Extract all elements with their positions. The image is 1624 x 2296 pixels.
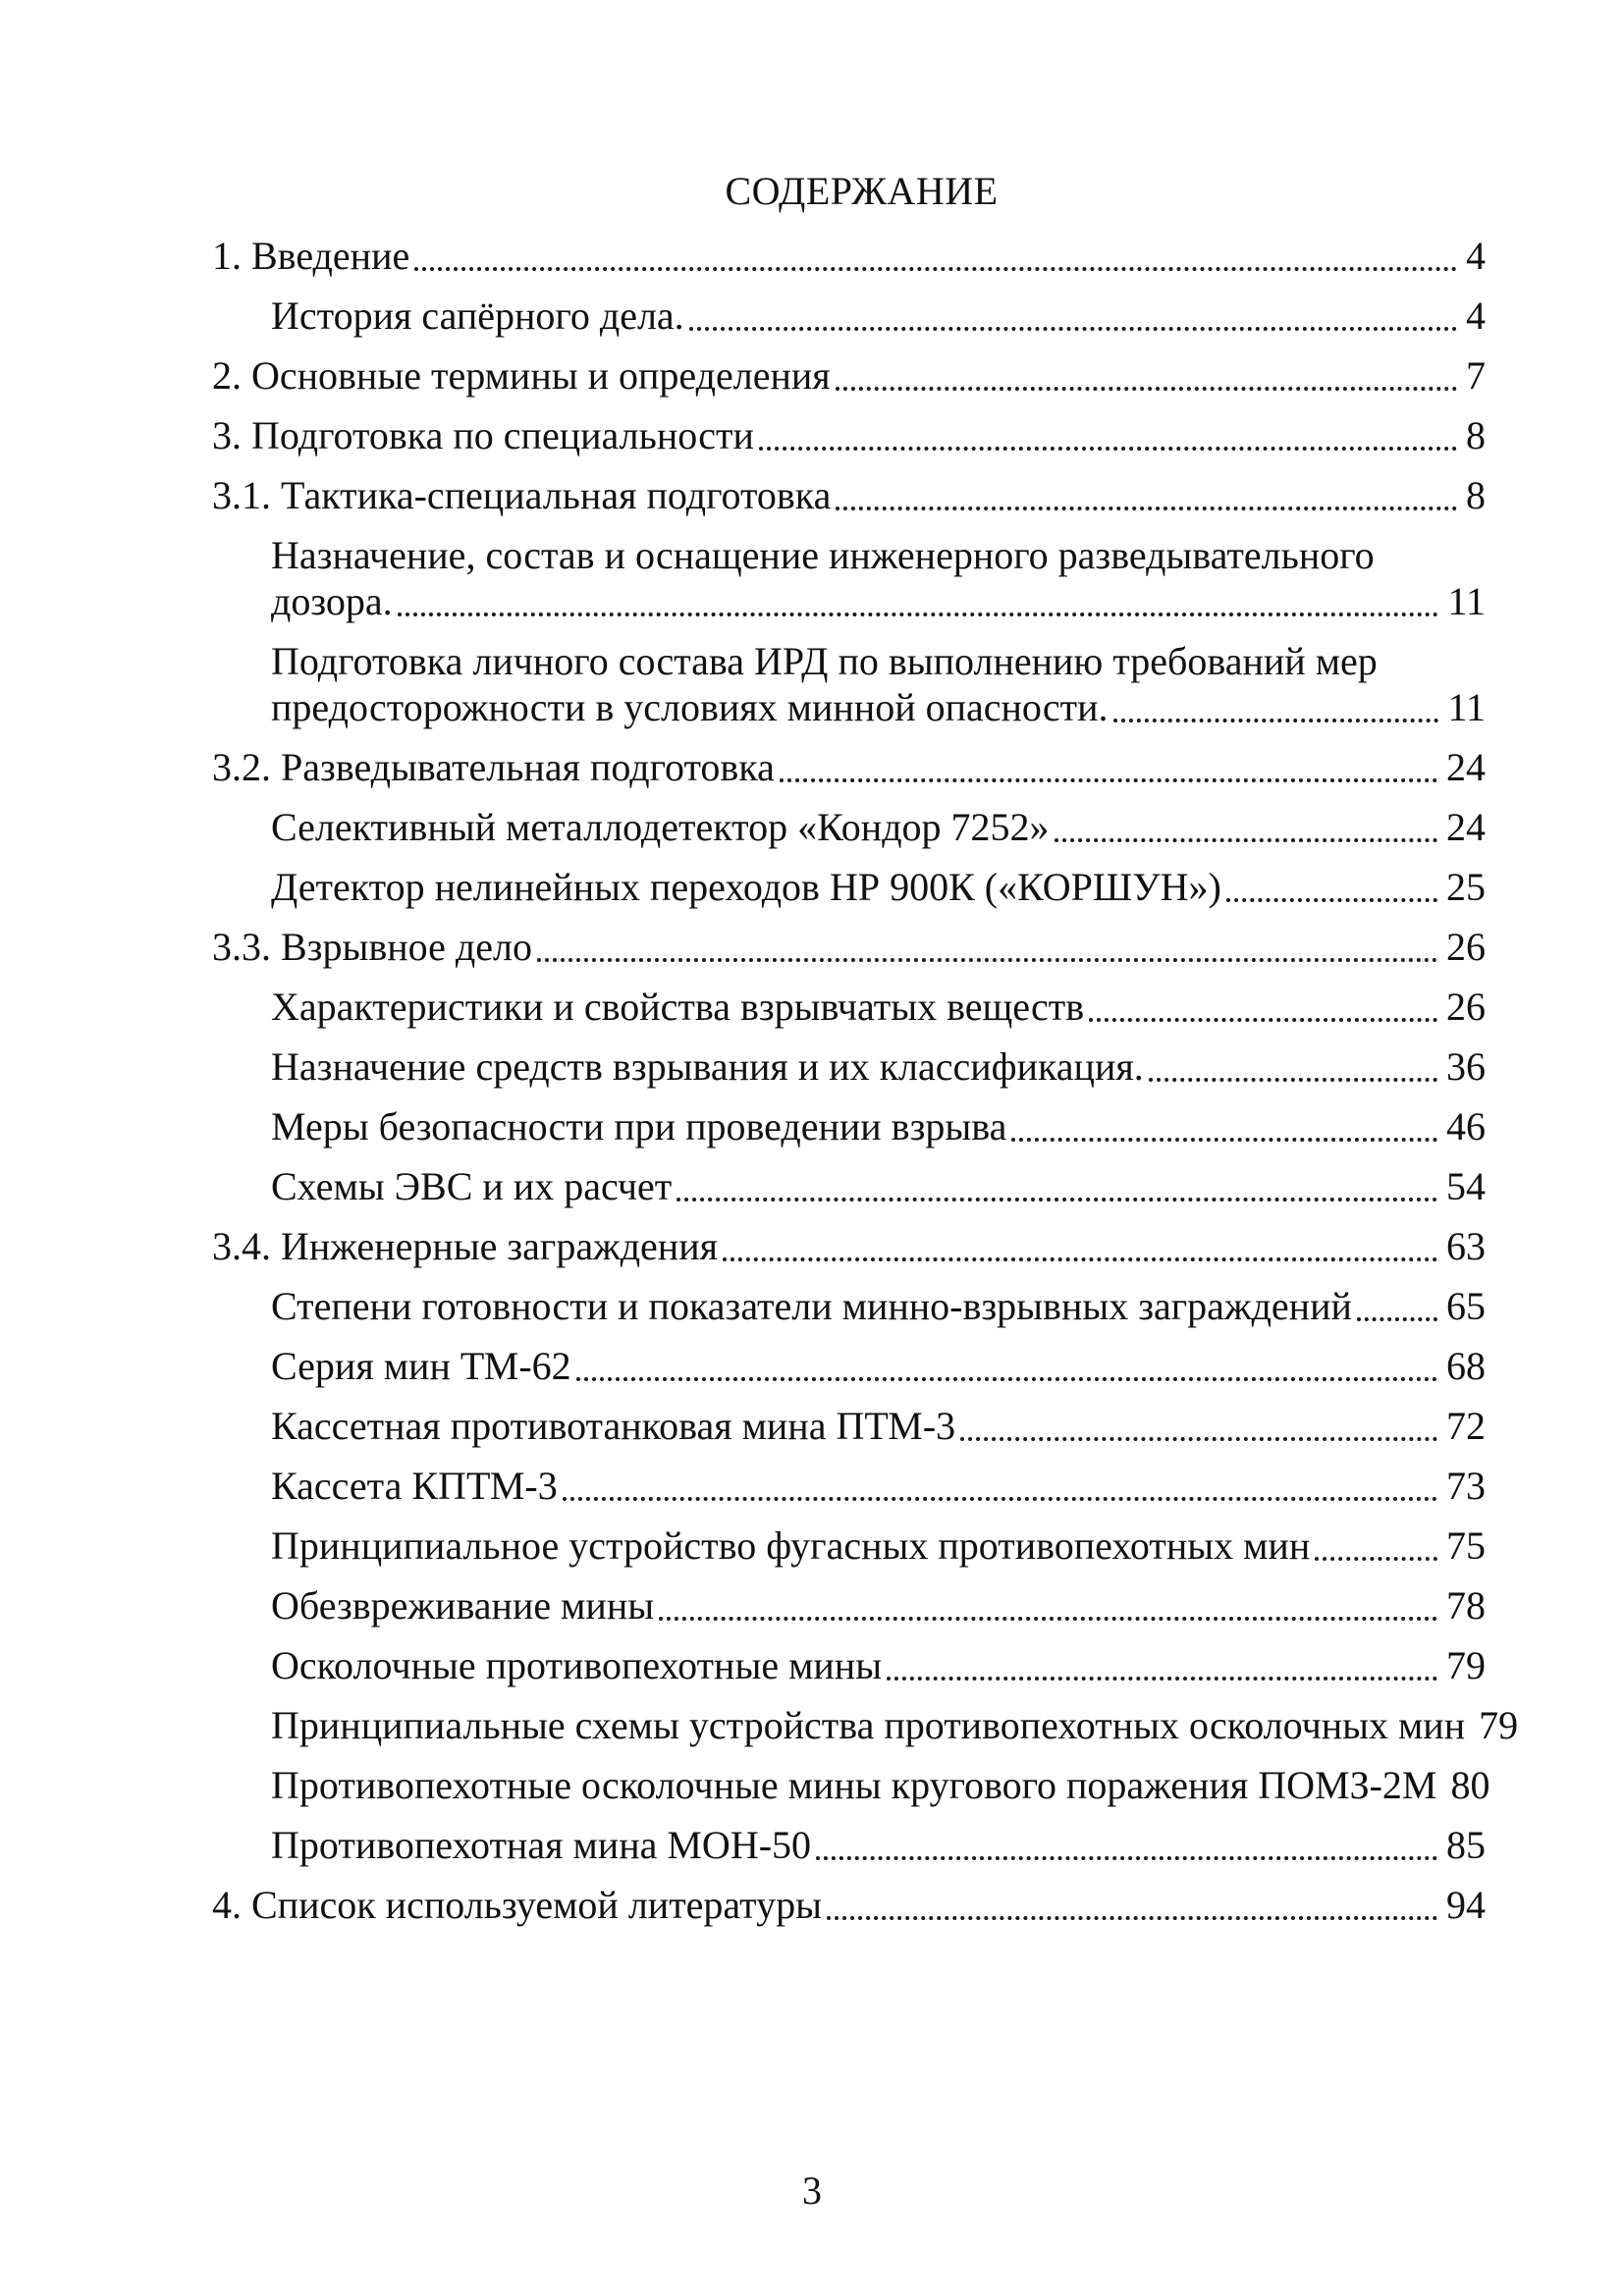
toc-entry <box>212 1642 1486 1688</box>
toc-leader-dots <box>836 387 1457 391</box>
toc-leader-dots <box>1113 719 1439 722</box>
toc-entry-last-line <box>271 1463 1486 1509</box>
toc-entry <box>212 638 1486 730</box>
toc-entry-last-line <box>271 1762 1490 1808</box>
toc-entry-text: 3.1. Тактика-специальная подготовка <box>212 473 832 517</box>
toc-content <box>212 168 1519 1942</box>
toc-entry-text: 3.4. Инженерные заграждения <box>212 1224 719 1268</box>
toc-entry-text: 3.2. Разведывательная подготовка <box>212 745 775 789</box>
toc-entry-last-line <box>271 1343 1486 1389</box>
toc-page-number: 36 <box>1446 1044 1486 1089</box>
toc-entry-last-line <box>212 1882 1486 1928</box>
toc-page-number: 24 <box>1446 805 1486 849</box>
toc-entry-text-line: Подготовка личного состава ИРД по выполнению требований мер <box>271 639 1378 683</box>
toc-entry-last-line <box>271 1403 1486 1449</box>
toc-leader-dots <box>816 1856 1437 1860</box>
toc-entry-text: 4. Список используемой литературы <box>212 1883 822 1927</box>
toc-entry-last-line <box>271 1043 1486 1090</box>
toc-entry-last-line <box>271 1163 1486 1209</box>
toc-leader-dots <box>827 1916 1437 1920</box>
toc-leader-dots <box>1226 898 1437 902</box>
toc-entry-text: 2. Основные термины и определения <box>212 353 831 398</box>
toc-entry <box>212 1762 1490 1808</box>
toc-entry-text: Характеристики и свойства взрывчатых веществ <box>271 985 1085 1029</box>
toc-entry-last-line <box>271 1642 1486 1688</box>
toc-entry-last-line <box>212 233 1486 279</box>
toc-entry-last-line <box>212 744 1486 790</box>
toc-entry <box>212 472 1486 518</box>
toc-entry-wrapped-lines <box>271 532 1486 578</box>
toc-leader-dots <box>677 1198 1437 1201</box>
toc-page-number: 80 <box>1450 1763 1490 1807</box>
toc-entry-text: 3.3. Взрывное дело <box>212 925 532 969</box>
toc-entry <box>212 293 1486 339</box>
toc-leader-dots <box>1011 1138 1437 1142</box>
toc-entry-text: Принципиальное устройство фугасных противопехотных мин <box>271 1523 1311 1568</box>
toc-leader-dots <box>836 507 1457 510</box>
toc-entry-last-line <box>271 1103 1486 1149</box>
toc-entry-last-line <box>212 352 1486 399</box>
toc-entry-text: предосторожности в условиях минной опасности. <box>271 685 1109 729</box>
toc-entry-text: дозора. <box>271 579 393 623</box>
toc-entry-last-line <box>271 864 1486 910</box>
toc-page-number: 63 <box>1446 1224 1486 1268</box>
toc-entry-text: Назначение средств взрывания и их классификация. <box>271 1044 1144 1089</box>
toc-entry-last-line <box>212 924 1486 970</box>
toc-leader-dots <box>780 778 1437 782</box>
toc-page-number: 73 <box>1446 1464 1486 1508</box>
toc-page-number: 68 <box>1446 1344 1486 1388</box>
toc-leader-dots <box>723 1257 1437 1261</box>
toc-page-number: 79 <box>1446 1643 1486 1687</box>
toc-page-number: 25 <box>1446 865 1486 909</box>
toc-entry <box>212 352 1486 399</box>
toc-page-number: 7 <box>1466 353 1486 398</box>
toc-entry-text: Детектор нелинейных переходов НР 900К («КОРШУН») <box>271 865 1221 909</box>
toc-page-number: 85 <box>1446 1823 1486 1867</box>
toc-entry <box>212 1882 1486 1928</box>
toc-page-number: 78 <box>1446 1583 1486 1628</box>
toc-leader-dots <box>689 327 1457 331</box>
toc-entry <box>212 1582 1486 1629</box>
toc-entry-text: Противопехотная мина МОН-50 <box>271 1823 812 1867</box>
toc-entry-text-line: Назначение, состав и оснащение инженерного разведывательного <box>271 533 1375 577</box>
toc-entry <box>212 1163 1486 1209</box>
toc-entry-last-line <box>271 984 1486 1030</box>
toc-leader-dots <box>537 958 1437 962</box>
toc-leader-dots <box>1089 1018 1437 1022</box>
toc-page-number: 72 <box>1446 1404 1486 1448</box>
toc-leader-dots <box>960 1437 1437 1441</box>
toc-page-number: 94 <box>1446 1883 1486 1927</box>
toc-page-number: 26 <box>1446 925 1486 969</box>
toc-entry-last-line <box>271 1522 1486 1569</box>
toc-entry <box>212 1403 1486 1449</box>
toc-page-number: 26 <box>1446 985 1486 1029</box>
page-title: СОДЕРЖАНИЕ <box>725 169 999 213</box>
toc-entry <box>212 1522 1486 1569</box>
toc-list <box>212 233 1519 1928</box>
toc-entry-text: Противопехотные осколочные мины кругового поражения ПОМЗ-2М <box>271 1763 1437 1807</box>
toc-leader-dots <box>759 447 1457 451</box>
toc-leader-dots <box>1149 1078 1437 1082</box>
toc-leader-dots <box>414 267 1457 271</box>
toc-entry-last-line <box>271 293 1486 339</box>
toc-page-number: 11 <box>1447 685 1486 729</box>
toc-leader-dots <box>398 613 1439 616</box>
toc-page-number: 4 <box>1466 294 1486 338</box>
toc-entry <box>212 1702 1519 1748</box>
toc-entry <box>212 1103 1486 1149</box>
toc-entry <box>212 1822 1486 1868</box>
toc-entry <box>212 233 1486 279</box>
toc-entry <box>212 924 1486 970</box>
toc-page-number: 24 <box>1446 745 1486 789</box>
toc-entry <box>212 412 1486 458</box>
toc-leader-dots <box>563 1497 1437 1501</box>
toc-entry-wrapped-lines <box>271 638 1486 684</box>
toc-entry <box>212 984 1486 1030</box>
toc-entry-last-line <box>212 472 1486 518</box>
toc-entry-last-line <box>271 684 1486 730</box>
toc-entry <box>212 1043 1486 1090</box>
toc-entry-last-line <box>212 412 1486 458</box>
toc-entry-last-line <box>271 1702 1519 1748</box>
toc-page-number: 8 <box>1466 473 1486 517</box>
toc-page-number: 46 <box>1446 1104 1486 1148</box>
toc-leader-dots <box>1357 1317 1437 1321</box>
footer-page-number: 3 <box>802 2168 822 2213</box>
toc-leader-dots <box>1055 838 1437 842</box>
toc-leader-dots <box>576 1377 1437 1381</box>
toc-entry-last-line <box>271 1582 1486 1629</box>
toc-entry-text: Осколочные противопехотные мины <box>271 1643 883 1687</box>
toc-entry-text: 3. Подготовка по специальности <box>212 413 754 457</box>
toc-entry-text: Кассетная противотанковая мина ПТМ-3 <box>271 1404 956 1448</box>
toc-entry <box>212 1463 1486 1509</box>
toc-page-number: 79 <box>1479 1703 1519 1747</box>
toc-leader-dots <box>887 1677 1437 1681</box>
toc-entry-last-line <box>271 1283 1486 1329</box>
toc-page-number: 11 <box>1447 579 1486 623</box>
toc-page-number: 8 <box>1466 413 1486 457</box>
toc-entry-text: Обезвреживание мины <box>271 1583 655 1628</box>
toc-entry-text: Схемы ЭВС и их расчет <box>271 1164 673 1208</box>
toc-entry-text: История сапёрного дела. <box>271 294 684 338</box>
toc-entry-last-line <box>271 578 1486 624</box>
toc-leader-dots <box>1315 1557 1437 1561</box>
toc-entry <box>212 1283 1486 1329</box>
toc-entry-text: Кассета КПТМ-3 <box>271 1464 558 1508</box>
toc-page-number: 54 <box>1446 1164 1486 1208</box>
toc-entry-last-line <box>271 1822 1486 1868</box>
toc-entry <box>212 532 1486 624</box>
toc-entry-last-line <box>212 1223 1486 1269</box>
toc-entry-text: 1. Введение <box>212 234 410 278</box>
toc-page-number: 4 <box>1466 234 1486 278</box>
toc-page-number: 65 <box>1446 1284 1486 1328</box>
toc-entry <box>212 804 1486 850</box>
toc-entry-text: Серия мин ТМ-62 <box>271 1344 571 1388</box>
toc-entry-text: Принципиальные схемы устройства противопехотных осколочных мин <box>271 1703 1466 1747</box>
toc-page-number: 75 <box>1446 1523 1486 1568</box>
toc-entry-text: Степени готовности и показатели минно-взрывных заграждений <box>271 1284 1352 1328</box>
toc-entry <box>212 1223 1486 1269</box>
toc-entry-text: Меры безопасности при проведении взрыва <box>271 1104 1007 1148</box>
toc-entry <box>212 1343 1486 1389</box>
toc-entry <box>212 864 1486 910</box>
toc-entry <box>212 744 1486 790</box>
toc-leader-dots <box>659 1617 1437 1621</box>
toc-entry-text: Селективный металлодетектор «Кондор 7252» <box>271 805 1050 849</box>
toc-entry-last-line <box>271 804 1486 850</box>
